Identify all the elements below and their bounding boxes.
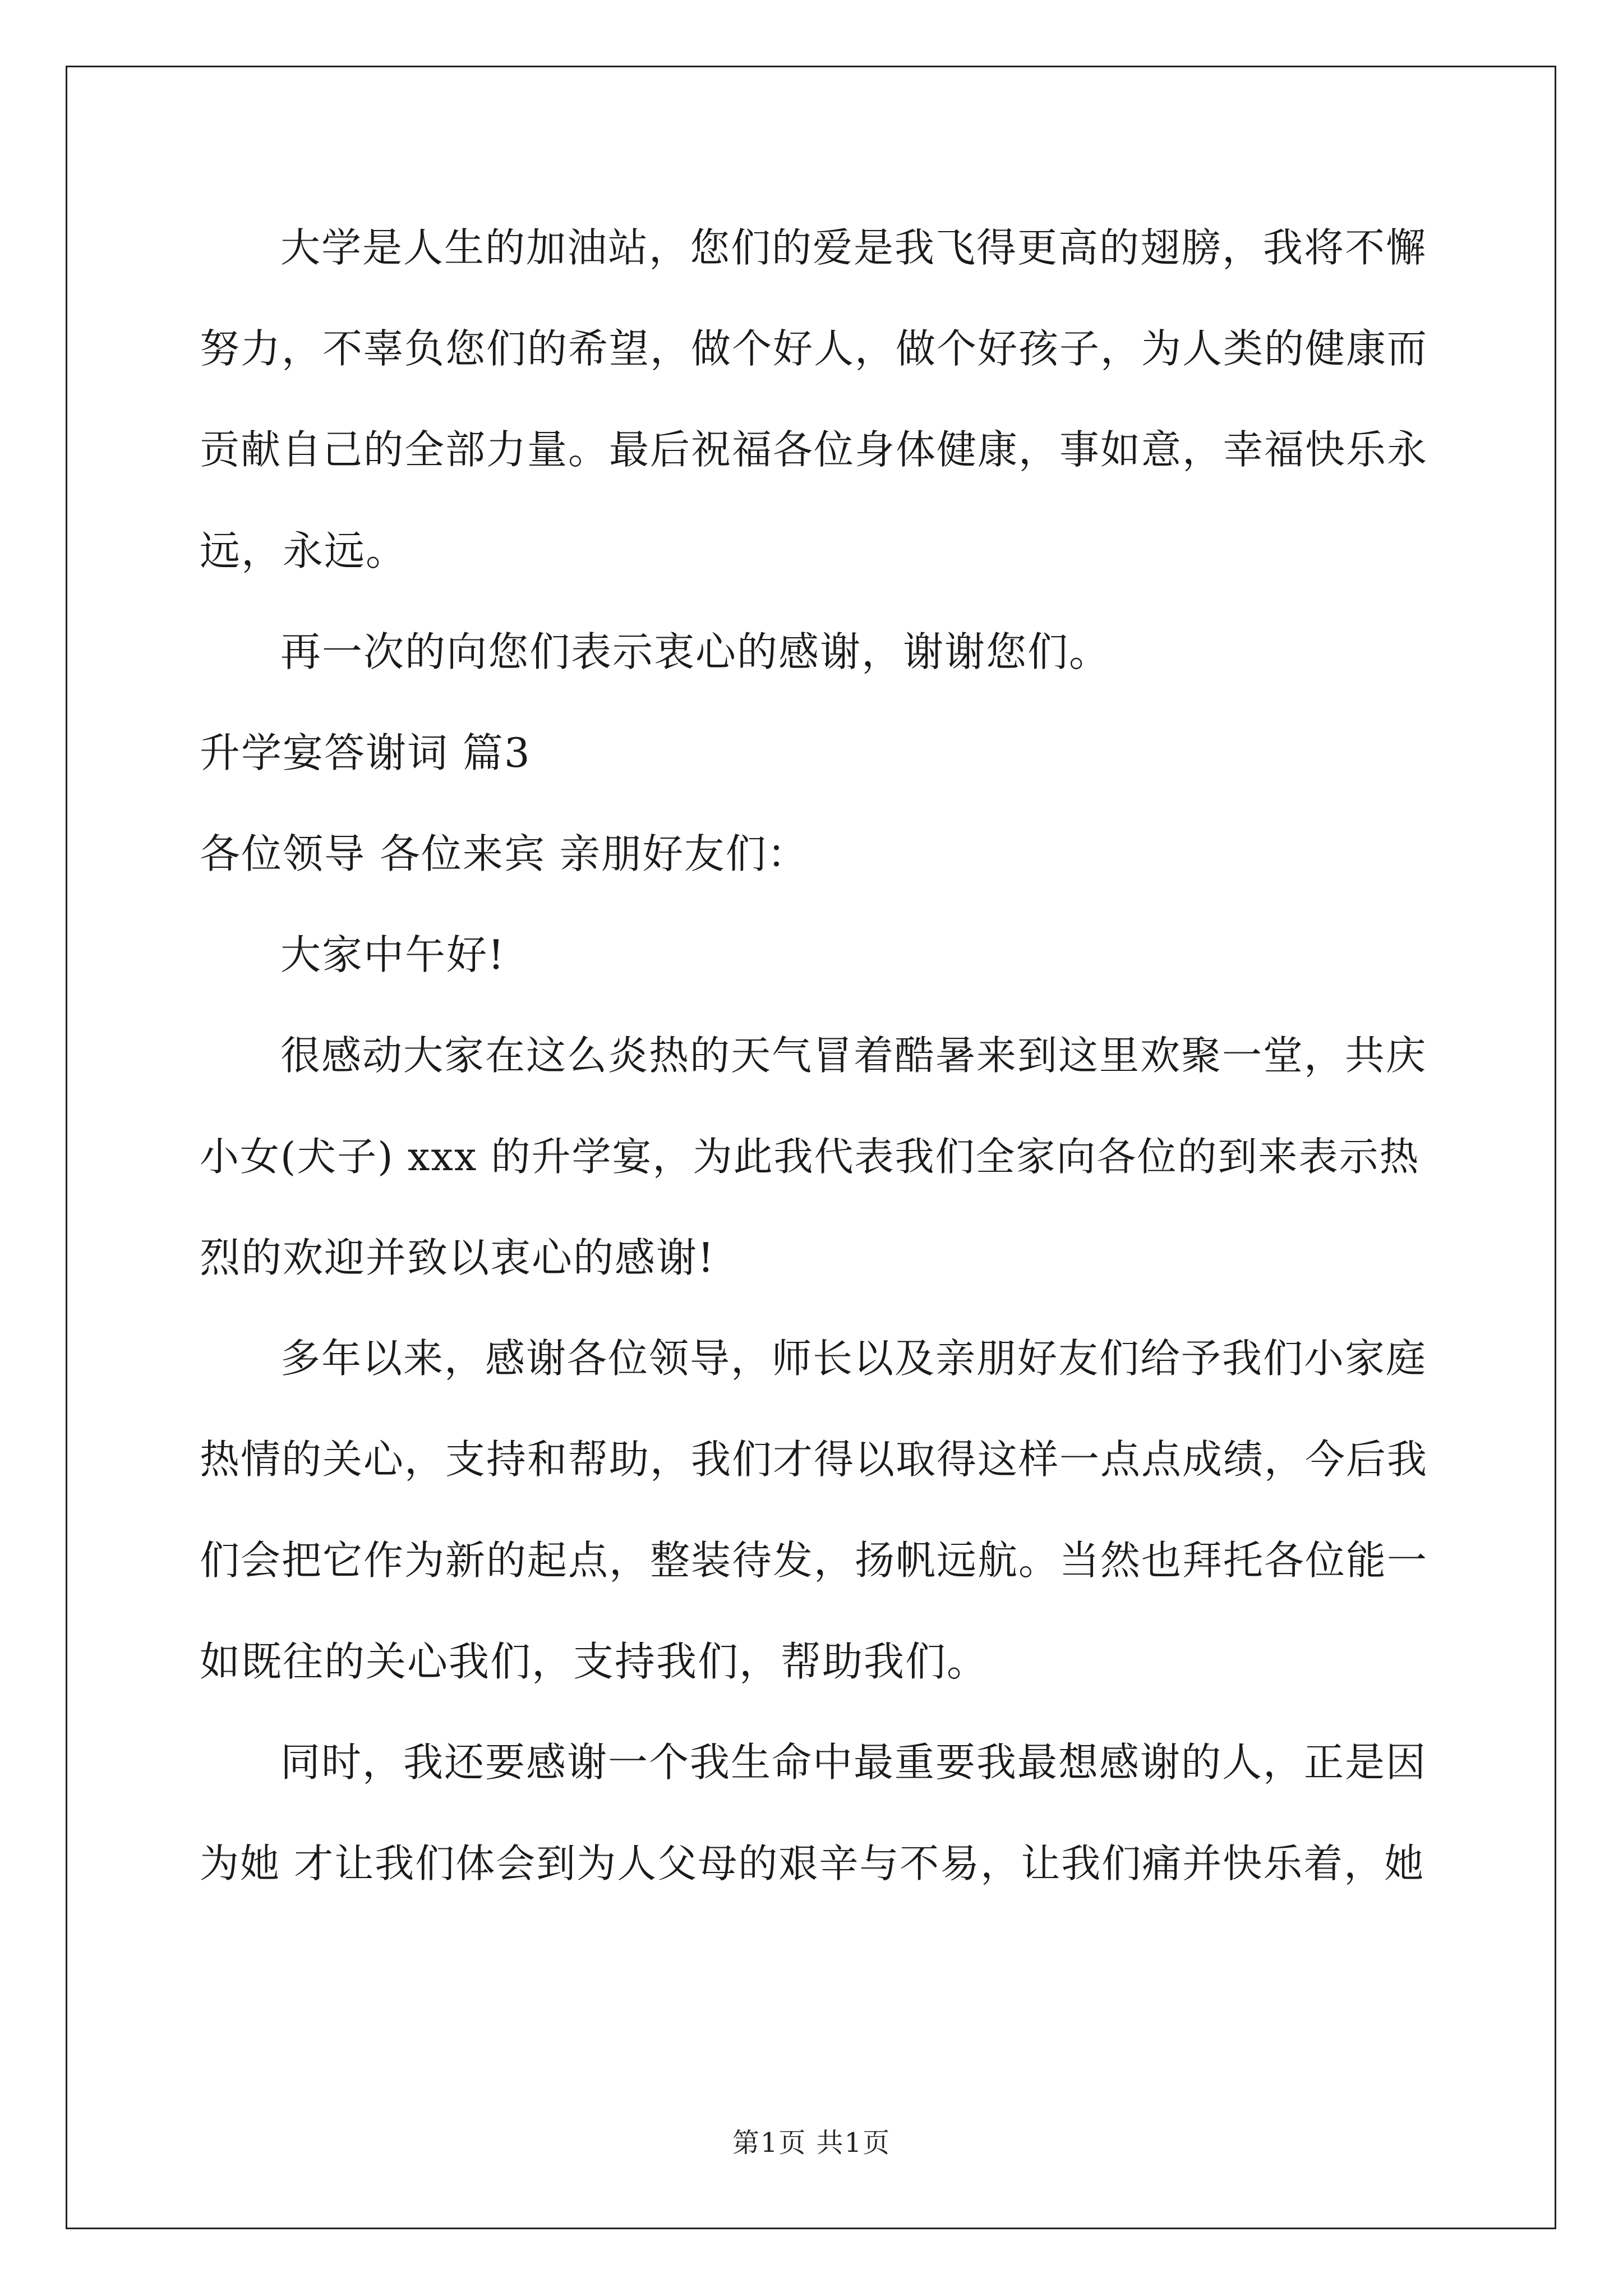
text-line: 很感动大家在这么炎热的天气冒着酷暑来到这里欢聚一堂，共庆 xyxy=(280,1032,1427,1079)
text-line: 烈的欢迎并致以衷心的感谢! xyxy=(200,1234,715,1281)
text-line: 们会把它作为新的起点，整装待发，扬帆远航。当然也拜托各位能一 xyxy=(200,1537,1428,1584)
text-line: 努力，不辜负您们的希望，做个好人，做个好孩子，为人类的健康而 xyxy=(200,325,1428,372)
text-line: 热情的关心，支持和帮助，我们才得以取得这样一点点成绩，今后我 xyxy=(200,1436,1428,1483)
text-line: 同时，我还要感谢一个我生命中最重要我最想感谢的人，正是因 xyxy=(280,1739,1427,1786)
text-line: 小女(犬子) xxx 的升学宴，为此我代表我们全家向各位的到来表示热 xyxy=(200,1134,1420,1180)
text-line: 大学是人生的加油站，您们的爱是我飞得更高的翅膀，我将不懈 xyxy=(280,224,1427,271)
text-line: 为她 才让我们体会到为人父母的艰辛与不易，让我们痛并快乐着，她 xyxy=(200,1841,1425,1887)
section-heading: 升学宴答谢词 篇3 xyxy=(200,729,531,776)
text-line: 再一次的向您们表示衷心的感谢，谢谢您们。 xyxy=(280,628,1111,675)
text-line: 如既往的关心我们，支持我们，帮助我们。 xyxy=(200,1638,989,1685)
text-line: 远，永远。 xyxy=(200,527,408,574)
salutation: 各位领导 各位来宾 亲朋好友们： xyxy=(200,830,809,877)
text-line: 多年以来，感谢各位领导，师长以及亲朋好友们给予我们小家庭 xyxy=(280,1335,1427,1382)
text-line: 贡献自己的全部力量。最后祝福各位身体健康，事如意，幸福快乐永 xyxy=(200,426,1428,473)
page-footer: 第1页 共1页 xyxy=(732,2127,891,2159)
greeting: 大家中午好! xyxy=(280,931,505,978)
